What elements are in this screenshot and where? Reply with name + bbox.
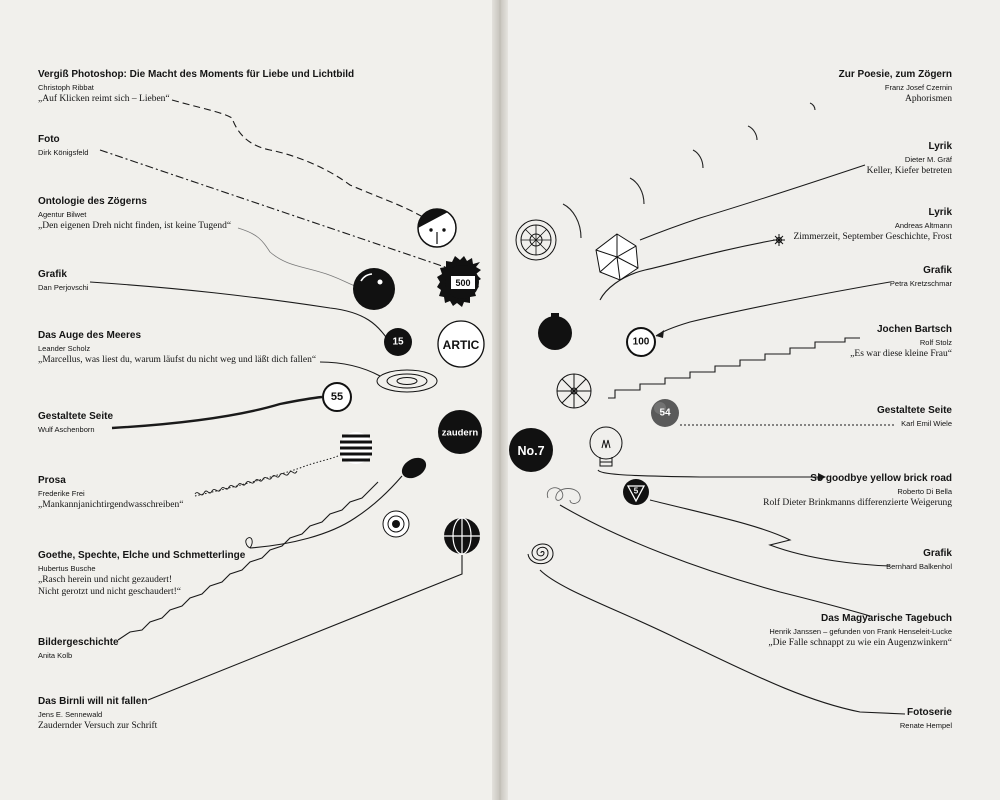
line-bilwet <box>238 228 355 286</box>
badge-15-label: 15 <box>392 336 404 348</box>
entry-subtitle-line2: Nicht gerotzt und nicht geschaudert!“ <box>38 587 181 597</box>
entry-author: Henrik Janssen – gefunden von Frank Henseleit-Lucke <box>769 627 952 636</box>
toc-entry-frei[interactable] <box>38 474 183 511</box>
toc-entry-busche[interactable] <box>38 549 245 598</box>
toc-entry-scholz[interactable] <box>38 329 316 366</box>
black-sphere-large <box>353 268 395 310</box>
badge-100-label: 100 <box>632 336 650 348</box>
entry-title: Das Auge des Meeres <box>38 330 142 341</box>
entry-title: Grafik <box>38 269 67 280</box>
badge-zaudern-label: zaudern <box>441 427 479 439</box>
entry-author: Wulf Aschenborn <box>38 425 95 434</box>
entry-title: So goodbye yellow brick road <box>810 473 952 484</box>
face-ball <box>418 208 456 247</box>
entry-author: Dirk Königsfeld <box>38 148 89 157</box>
entry-author: Franz Josef Czernin <box>884 83 952 92</box>
entry-title: Bildergeschichte <box>38 637 119 648</box>
entry-title: Prosa <box>38 475 66 486</box>
twisted-loop <box>547 488 580 504</box>
entry-title: Ontologie des Zögerns <box>38 196 147 207</box>
entry-title: Gestaltete Seite <box>876 405 952 416</box>
entry-author: Hubertus Busche <box>38 564 96 573</box>
entry-author: Petra Kretzschmar <box>889 279 952 288</box>
line-balkenhol <box>650 500 890 566</box>
toc-entry-balkenhol[interactable] <box>886 547 952 572</box>
toc-entry-dibella[interactable] <box>763 472 952 509</box>
entry-subtitle: „Den eigenen Dreh nicht finden, ist keine Tugend“ <box>38 221 232 231</box>
toc-entry-bilwet[interactable] <box>38 195 231 232</box>
entry-subtitle: „Die Falle schnappt zu wie ein Augenzwinkern“ <box>768 638 952 648</box>
toc-entry-hempel[interactable] <box>900 706 952 731</box>
entry-title: Das Birnli will nit fallen <box>38 696 148 707</box>
entry-author: Dieter M. Gräf <box>904 155 952 164</box>
striped-ball <box>340 432 372 464</box>
entry-subtitle: Aphorismen <box>905 94 952 104</box>
entry-subtitle: Keller, Kiefer betreten <box>866 166 952 176</box>
entry-title: Fotoserie <box>906 707 952 718</box>
entry-title: Zur Poesie, zum Zögern <box>838 69 952 80</box>
toc-entry-kolb[interactable] <box>38 636 119 661</box>
entry-subtitle: „Auf Klicken reimt sich – Lieben“ <box>38 94 170 104</box>
entry-author: Andreas Altmann <box>894 221 952 230</box>
toc-entry-bartsch[interactable] <box>850 323 952 360</box>
toc-entry-wiele[interactable] <box>877 404 952 429</box>
black-oval <box>398 454 430 483</box>
spark-icon <box>773 234 785 246</box>
badge-500 <box>437 256 481 307</box>
toc-entry-graef[interactable] <box>867 140 952 177</box>
toc-entry-perjovschi[interactable] <box>38 268 88 293</box>
scribble-prosa <box>195 471 297 495</box>
entry-subtitle: „Rasch herein und nicht gezaudert! <box>38 575 172 585</box>
badge-artic-label: ARTIC <box>442 338 480 352</box>
entry-title: Lyrik <box>928 141 952 152</box>
badge-15 <box>384 328 412 356</box>
entry-title: Vergiß Photoshop: Die Macht des Moments für Liebe und Lichtbild <box>38 69 355 80</box>
badge-54-label: 54 <box>659 407 671 419</box>
entry-author: Anita Kolb <box>38 651 73 660</box>
toc-entry-koenigsfeld[interactable] <box>38 133 88 158</box>
arrowheads <box>656 330 826 481</box>
line-scholz <box>320 362 380 376</box>
entry-subtitle: „Es war diese kleine Frau“ <box>850 349 952 359</box>
entry-author: Agentur Bilwet <box>38 210 87 219</box>
lightbulb <box>590 427 622 466</box>
entry-author: Dan Perjovschi <box>38 283 89 292</box>
badge-55 <box>323 383 351 411</box>
toc-entry-kretzschmar[interactable] <box>890 264 952 289</box>
entry-title: Lyrik <box>928 207 952 218</box>
badge-500-label: 500 <box>455 278 471 288</box>
arrowhead-kretzschmar <box>656 330 664 338</box>
badge-no7-label: No.7 <box>517 444 545 458</box>
line-aschenborn <box>112 397 322 428</box>
entry-author: Rolf Stolz <box>919 338 952 347</box>
entry-title: Das Magyarische Tagebuch <box>821 613 952 624</box>
entry-title: Grafik <box>923 265 952 276</box>
badge-54 <box>651 399 679 427</box>
badge-zaudern <box>438 410 482 454</box>
entry-author: Roberto Di Bella <box>897 487 952 496</box>
entry-author: Bernhard Balkenhol <box>886 562 952 571</box>
badge-5 <box>623 479 649 505</box>
segmented-ball <box>444 518 480 554</box>
entry-author: Christoph Ribbat <box>38 83 94 92</box>
spiral <box>528 544 553 564</box>
toc-entry-czernin[interactable] <box>839 68 952 105</box>
entry-title: Goethe, Spechte, Elche und Schmetterlinge <box>38 550 246 561</box>
target-ball <box>383 511 409 537</box>
entry-subtitle: Zaudernder Versuch zur Schrift <box>38 721 158 731</box>
entry-subtitle: „Mankannjanichtirgendwasschreiben“ <box>38 500 184 510</box>
entry-author: Karl Emil Wiele <box>901 419 952 428</box>
badge-55-label: 55 <box>330 391 344 403</box>
poem-arcs <box>563 103 815 238</box>
black-bomb <box>538 313 572 350</box>
entry-title: Grafik <box>923 548 952 559</box>
entry-title: Foto <box>38 134 60 145</box>
toc-entry-altmann[interactable] <box>793 206 952 243</box>
toc-entry-sennewald[interactable] <box>38 695 157 732</box>
entry-subtitle: „Marcellus, was liest du, warum läufst du nicht weg und läßt dich fallen“ <box>38 355 317 365</box>
wagon-wheel <box>557 374 591 408</box>
toc-entry-aschenborn[interactable] <box>38 410 113 435</box>
entry-author: Jens E. Sennewald <box>38 710 103 719</box>
entry-author: Frederike Frei <box>38 489 85 498</box>
toc-entry-janssen[interactable] <box>768 612 952 649</box>
entry-title: Jochen Bartsch <box>876 324 952 335</box>
toc-entry-ribbat[interactable] <box>38 68 354 105</box>
entry-author: Renate Hempel <box>899 721 952 730</box>
badge-100 <box>627 328 655 356</box>
eye-ripples <box>377 370 437 392</box>
badge-no7 <box>509 428 553 472</box>
entry-author: Leander Scholz <box>38 344 91 353</box>
line-janssen <box>560 505 870 616</box>
badge-5-label: 5 <box>633 486 639 496</box>
line-busche <box>250 476 402 548</box>
loop-curl <box>246 538 252 548</box>
badge-artic <box>438 321 484 367</box>
roulette-wheel <box>516 220 556 260</box>
umbrella <box>596 234 638 280</box>
entry-subtitle: Rolf Dieter Brinkmanns differenzierte Weigerung <box>763 498 952 508</box>
entry-subtitle: Zimmerzeit, September Geschichte, Frost <box>793 232 952 242</box>
entry-title: Gestaltete Seite <box>38 411 114 422</box>
